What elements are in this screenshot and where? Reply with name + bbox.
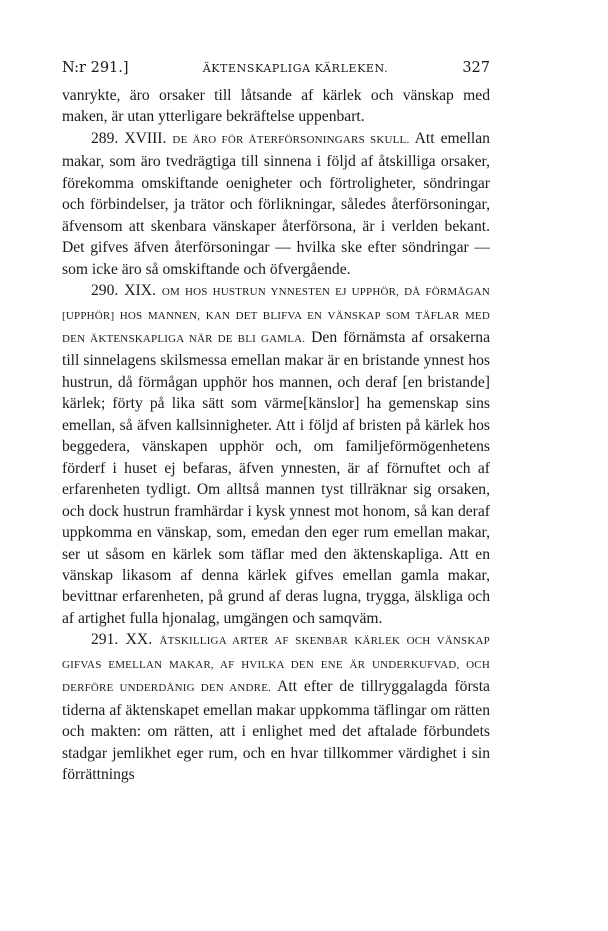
section-text: Att emellan makar, som äro tvedrägtiga till sinnena i följd af åtskilliga orsaker, förekomma omskiftande oenigheter och förtroligheter, söndringar och förbindelser, ja trätor och förlikningar, således återförsoningar, äfvensom att skenbara vänskaper återförsona, är i verlden bekant. Det gifves äfven återförsoningar — hvilka ske efter söndringar — som icke äro så omskiftande och öfvergående. bbox=[62, 129, 490, 278]
section-roman: XVIII. bbox=[124, 129, 167, 147]
section-heading: DE ÄRO FÖR ÅTERFÖRSONINGARS SKULL. bbox=[172, 133, 410, 146]
book-page bbox=[62, 58, 490, 786]
section-291 bbox=[62, 629, 490, 785]
section-text: Att efter de tillryggalagda första tiderna af äktenskapet emellan makar uppkomma täflingar om rätten och makten: om rätten, att i enlighet med det aftalade förbundets stadgar jemlikhet eger rum, och en hvar tillkommer värdighet i sin förrättnings bbox=[62, 678, 490, 784]
section-289 bbox=[62, 128, 490, 280]
section-number-header: N:r 291.] bbox=[62, 60, 129, 76]
section-number: 290. bbox=[91, 282, 119, 300]
section-number: 291. bbox=[91, 631, 119, 649]
section-roman: XX. bbox=[125, 631, 153, 649]
section-number: 289. bbox=[91, 129, 119, 147]
section-roman: XIX. bbox=[124, 282, 156, 300]
running-header bbox=[62, 58, 490, 82]
section-text: Den förnämsta af orsakerna till sinnelagens skilsmessa emellan makar är en bristande ynnest hos hustrun, då förmågan upphör hos mannen, och deraf [en bristande] kärlek; förty på lika sätt som värme[känslor] ha gemenskap sins emellan, så äfven kallsinnigheter. Att i följd af bristen på kärlek hos beggedera, vänskapen upphör och, om familjeförmögenhetens förderf i huset ej befaras, äfven ynnesten, är af förnuftet och af erfarenheten tydligt. Om alltså mannen tyst tillräknar sig orsaken, och dock hustrun framhärdar i kysk ynnest mot honom, så kan deraf uppkomma en vänskap, som, emedan den eger rum emellan makar, ser ut såsom en kärlek som täflar med den äktenskapliga. Att en vänskap likasom af denna kärlek gifves emellan gamla makar, bevittnar erfarenheten, på grund af deras lugna, trygga, älskliga och af artighet fulla hjonalag, umgängen och samqväm. bbox=[62, 328, 490, 627]
running-title: ÄKTENSKAPLIGA KÄRLEKEN. bbox=[202, 62, 389, 75]
section-290 bbox=[62, 280, 490, 629]
paragraph-continuation bbox=[62, 85, 490, 128]
paragraph-text: vanrykte, äro orsaker till låtsande af kärlek och vänskap med maken, är utan ytterligare bekräftelse uppenbart. bbox=[62, 87, 490, 126]
page-body bbox=[62, 85, 490, 786]
page-number: 327 bbox=[462, 60, 490, 76]
section-heading: OM HOS HUSTRUN YNNESTEN EJ UPPHÖR, DÅ FÖRMÅGAN [UPPHÖR] HOS MANNEN, KAN DET BLIFVA EN VÄNSKAP SOM TÄFLAR MED DEN ÄKTENSKAPLIGA NÄR DE BLI GAMLA. bbox=[62, 286, 490, 345]
section-heading: ÅTSKILLIGA ARTER AF SKENBAR KÄRLEK OCH VÄNSKAP GIFVAS EMELLAN MAKAR, AF HVILKA DEN ENE ÄR UNDERKUFVAD, OCH DERFÖRE UNDERDÅNIG DEN ANDRE. bbox=[62, 635, 490, 695]
